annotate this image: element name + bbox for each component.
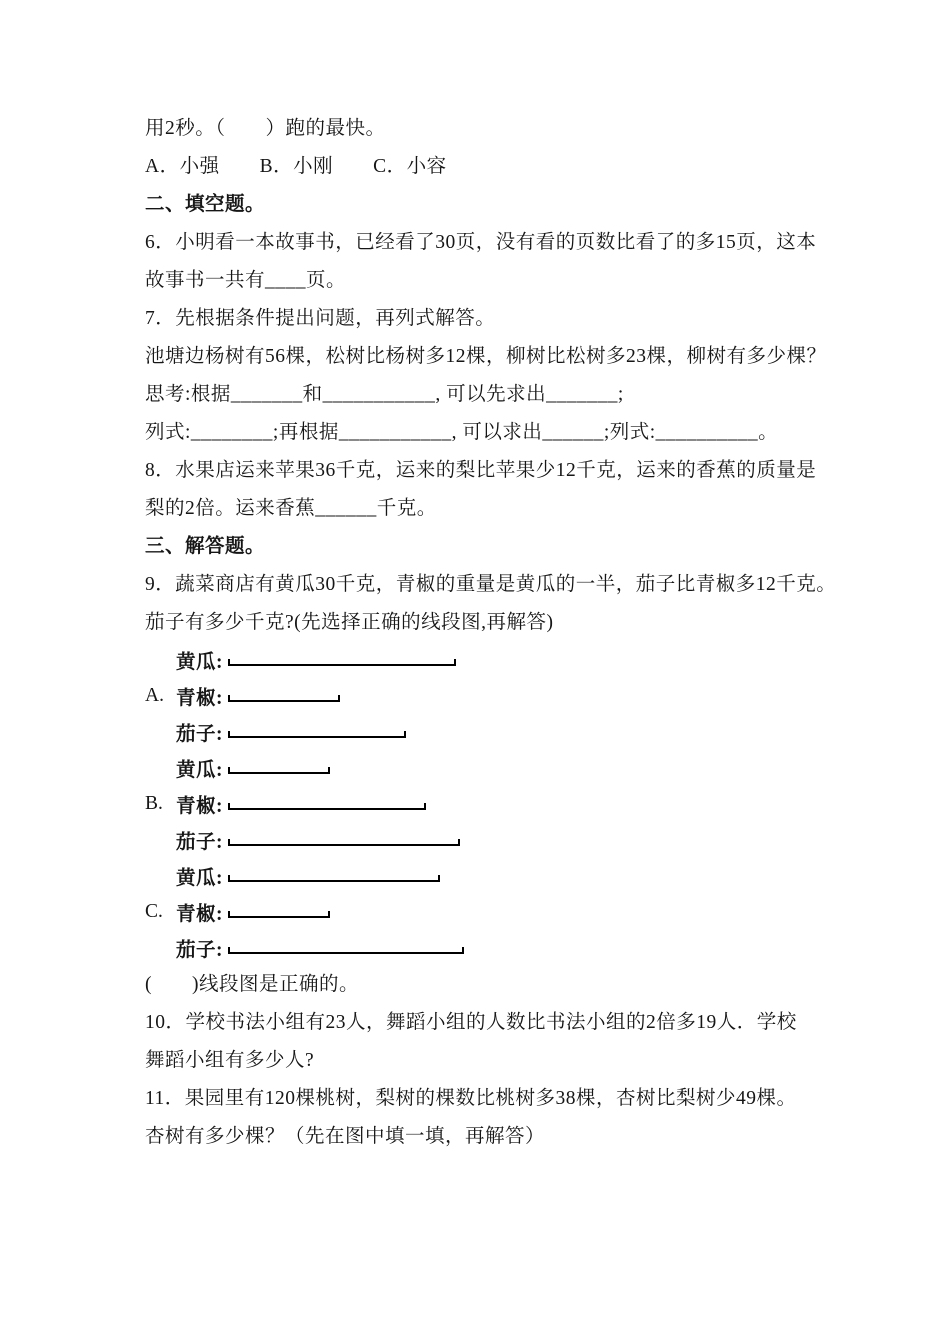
question-7-thinking-blanks: 思考:根据_______和___________, 可以先求出_______; [145,384,624,405]
diagram-row-label: 茄子: [176,724,223,745]
diagram-row [145,894,810,930]
diagram-row-label: 青椒: [176,796,223,817]
diagram-row-label: 黄瓜: [176,760,223,781]
segment-line [228,659,456,666]
diagram-row [145,822,810,858]
diagram-row [145,750,810,786]
diagram-row [145,858,810,894]
segment-line [228,767,330,774]
option-letter: A. [145,685,164,706]
segment-line [228,875,440,882]
diagram-row [145,678,810,714]
question-5-options: A．小强 B．小刚 C．小容 [145,156,447,177]
segment-line [228,731,406,738]
question-7-formula-blanks: 列式:________;再根据___________, 可以求出______;列式:__________。 [145,422,779,443]
question-5-text-continued: 用2秒。（ ）跑的最快。 [145,118,386,139]
question-6-text-continued: 故事书一共有____页。 [145,270,347,291]
question-10-text-continued: 舞蹈小组有多少人? [145,1050,315,1071]
segment-diagram-options [145,642,810,966]
diagram-row-label: 青椒: [176,904,223,925]
segment-diagram-option-b [145,750,810,858]
option-letter: C. [145,901,163,922]
diagram-row [145,642,810,678]
diagram-row-label: 茄子: [176,940,223,961]
diagram-row [145,786,810,822]
diagram-row [145,714,810,750]
segment-line [228,911,330,918]
segment-line [228,947,464,954]
diagram-row-label: 青椒: [176,688,223,709]
segment-diagram-option-c [145,858,810,966]
question-7-text: 7．先根据条件提出问题，再列式解答。 [145,308,496,329]
diagram-row [145,930,810,966]
section-heading-solve: 三、解答题。 [145,536,266,557]
question-9-text-continued: 茄子有多少千克?(先选择正确的线段图,再解答) [145,612,554,633]
diagram-row-label: 黄瓜: [176,652,223,673]
segment-line [228,839,460,846]
question-8-text: 8．水果店运来苹果36千克，运来的梨比苹果少12千克，运来的香蕉的质量是 [145,460,817,481]
question-9-text: 9．蔬菜商店有黄瓜30千克，青椒的重量是黄瓜的一半，茄子比青椒多12千克。 [145,574,837,595]
question-11-text-continued: 杏树有多少棵？（先在图中填一填，再解答） [145,1126,546,1147]
segment-line [228,803,426,810]
segment-line [228,695,340,702]
question-11-text: 11．果园里有120棵桃树，梨树的棵数比桃树多38棵，杏树比梨树少49棵。 [145,1088,797,1109]
question-9-answer-choice-line: ( )线段图是正确的。 [145,974,359,995]
question-8-text-continued: 梨的2倍。运来香蕉______千克。 [145,498,437,519]
question-7-problem: 池塘边杨树有56棵，松树比杨树多12棵，柳树比松树多23棵，柳树有多少棵？ [145,346,827,367]
diagram-row-label: 黄瓜: [176,868,223,889]
segment-diagram-option-a [145,642,810,750]
question-10-text: 10．学校书法小组有23人，舞蹈小组的人数比书法小组的2倍多19人．学校 [145,1012,797,1033]
diagram-row-label: 茄子: [176,832,223,853]
option-letter: B. [145,793,163,814]
question-6-text: 6．小明看一本故事书，已经看了30页，没有看的页数比看了的多15页，这本 [145,232,817,253]
section-heading-fill-in: 二、填空题。 [145,194,266,215]
